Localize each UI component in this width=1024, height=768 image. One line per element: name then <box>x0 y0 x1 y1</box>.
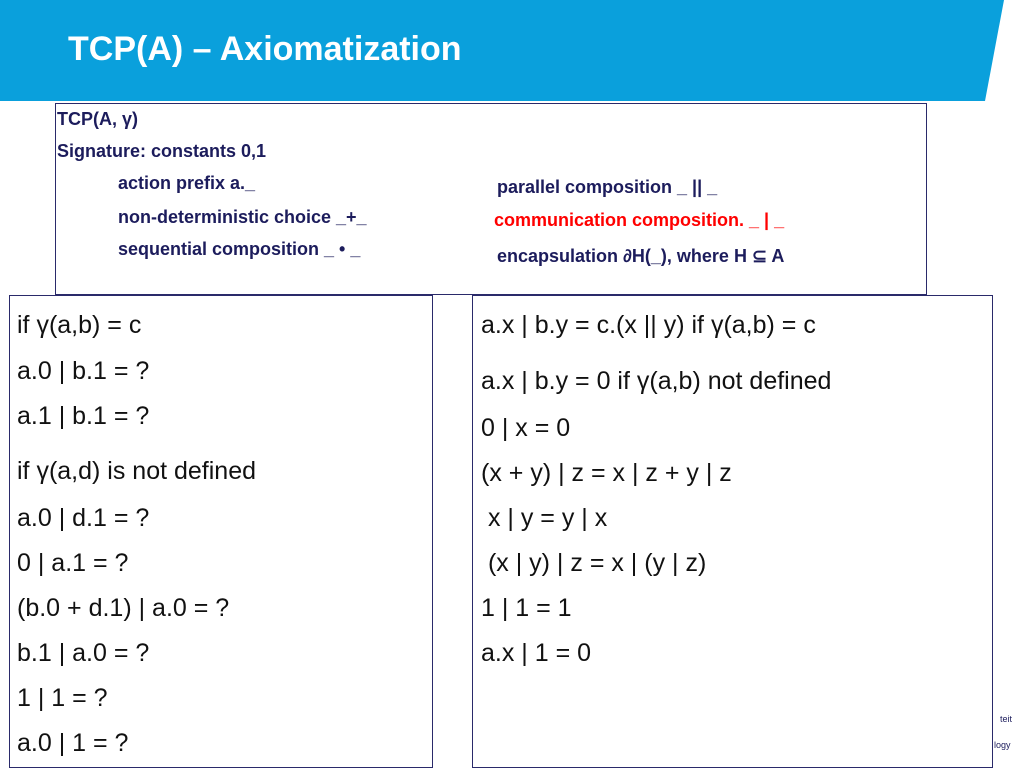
signature-constants: Signature: constants 0,1 <box>57 141 267 161</box>
slide-title: TCP(A) – Axiomatization <box>68 30 462 68</box>
axiom-line: (x | y) | z = x | (y | z) <box>481 549 707 577</box>
exercise-line: 1 | 1 = ? <box>17 684 108 712</box>
exercise-line: if γ(a,b) = c <box>17 311 142 339</box>
exercise-line: a.1 | b.1 = ? <box>17 402 150 430</box>
signature-sequential: sequential composition _ • _ <box>118 239 361 259</box>
axiom-line: (x + y) | z = x | z + y | z <box>481 459 732 487</box>
signature-box <box>55 103 927 295</box>
signature-communication: communication composition. _ | _ <box>494 210 785 230</box>
signature-encapsulation: encapsulation ∂H(_), where H ⊆ A <box>497 246 785 266</box>
exercise-line: a.0 | b.1 = ? <box>17 357 150 385</box>
footer-fragment: teit <box>1000 714 1013 724</box>
axiom-line: x | y = y | x <box>481 504 608 532</box>
exercise-line: 0 | a.1 = ? <box>17 549 129 577</box>
exercise-line: b.1 | a.0 = ? <box>17 639 150 667</box>
exercise-line: if γ(a,d) is not defined <box>17 457 257 485</box>
signature-choice: non-deterministic choice _+_ <box>118 207 367 227</box>
axiom-line: a.x | b.y = c.(x || y) if γ(a,b) = c <box>481 311 816 339</box>
footer-fragment: logy <box>994 740 1011 750</box>
exercise-line: a.0 | 1 = ? <box>17 729 129 757</box>
exercise-line: a.0 | d.1 = ? <box>17 504 150 532</box>
axiom-line: 0 | x = 0 <box>481 414 571 442</box>
axiom-line: a.x | 1 = 0 <box>481 639 592 667</box>
signature-action-prefix: action prefix a._ <box>118 173 256 193</box>
signature-heading: TCP(A, γ) <box>57 109 138 129</box>
exercise-line: (b.0 + d.1) | a.0 = ? <box>17 594 230 622</box>
axiom-line: a.x | b.y = 0 if γ(a,b) not defined <box>481 367 832 395</box>
title-banner <box>0 0 1024 101</box>
signature-parallel: parallel composition _ || _ <box>497 177 718 197</box>
axiom-line: 1 | 1 = 1 <box>481 594 572 622</box>
